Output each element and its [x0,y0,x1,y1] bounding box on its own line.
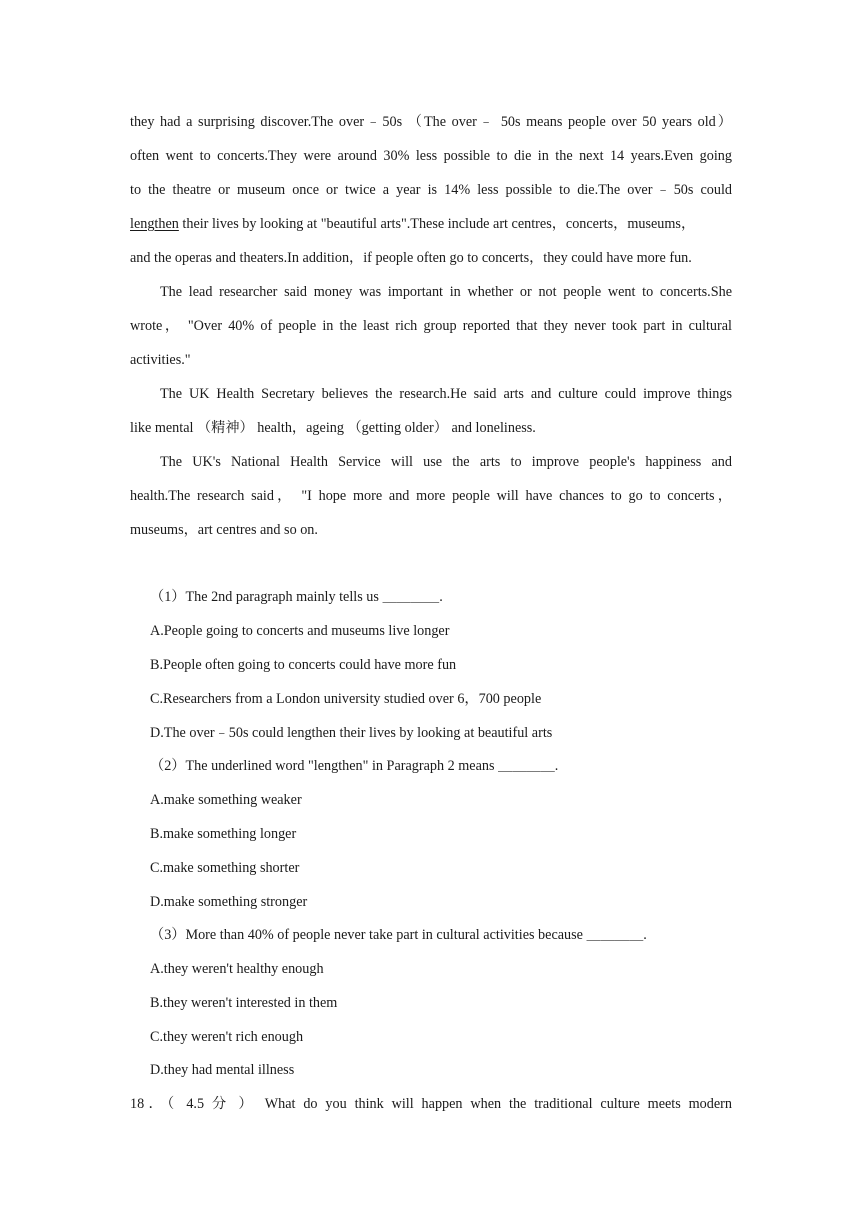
passage-p4-line1: The UK Health Secretary believes the research.He said arts and culture could improve things [160,386,732,402]
passage-p2-line4 [130,214,732,234]
question-18-header: 18．（ 4.5 分 ） What do you think will happen when the traditional culture meets modern [130,1096,732,1112]
passage-p3-line1: The lead researcher said money was important in whether or not people went to concerts.She [160,284,732,300]
passage-p2-line1: they had a surprising discover.The over﹣50s （The over﹣ 50s means people over 50 years old） [130,114,732,130]
passage-p5-line3: museums，art centres and so on. [130,522,318,538]
passage-p5-line1: The UK's National Health Service will use the arts to improve people's happiness and [160,454,732,470]
underlined-word: lengthen [130,216,179,232]
passage-p5-line2: health.The research said， "I hope more and more people will have chances to go to concerts， [130,488,732,504]
passage-p2-line4-rest: their lives by looking at "beautiful arts".These include art centres，concerts，museums， [178,216,696,232]
question-3-option-c[interactable]: C.they weren't rich enough [150,1029,304,1045]
question-3-option-b[interactable]: B.they weren't interested in them [150,995,338,1011]
question-1-stem: （1）The 2nd paragraph mainly tells us ＿＿＿＿. [150,589,443,605]
question-1-option-d[interactable]: D.The over﹣50s could lengthen their lives by looking at beautiful arts [150,725,553,741]
question-2-option-a[interactable]: A.make something weaker [150,792,302,808]
question-1-option-b[interactable]: B.People often going to concerts could have more fun [150,657,457,673]
passage-p2-line3: to the theatre or museum once or twice a year is 14% less possible to die.The over﹣50s could [130,182,732,198]
passage-p3-line2: wrote， "Over 40% of people in the least rich group reported that they never took part in cultural [130,318,732,334]
question-2-stem: （2）The underlined word "lengthen" in Paragraph 2 means ＿＿＿＿. [150,758,559,774]
passage-p2-line2: often went to concerts.They were around 30% less possible to die in the next 14 years.Even going [130,148,732,164]
question-3-option-d[interactable]: D.they had mental illness [150,1062,295,1078]
question-2-option-b[interactable]: B.make something longer [150,826,297,842]
question-2-option-c[interactable]: C.make something shorter [150,860,300,876]
passage-p4-line2: like mental （精神） health，ageing （getting older） and loneliness. [130,420,536,436]
passage-p3-line3: activities." [130,352,191,368]
question-1-option-c[interactable]: C.Researchers from a London university studied over 6，700 people [150,691,542,707]
question-2-option-d[interactable]: D.make something stronger [150,894,308,910]
passage-p2-line5: and the operas and theaters.In addition，if people often go to concerts，they could have more fun. [130,250,692,266]
question-3-stem: （3）More than 40% of people never take part in cultural activities because ＿＿＿＿. [150,927,647,943]
question-1-option-a[interactable]: A.People going to concerts and museums live longer [150,623,450,639]
question-3-option-a[interactable]: A.they weren't healthy enough [150,961,324,977]
